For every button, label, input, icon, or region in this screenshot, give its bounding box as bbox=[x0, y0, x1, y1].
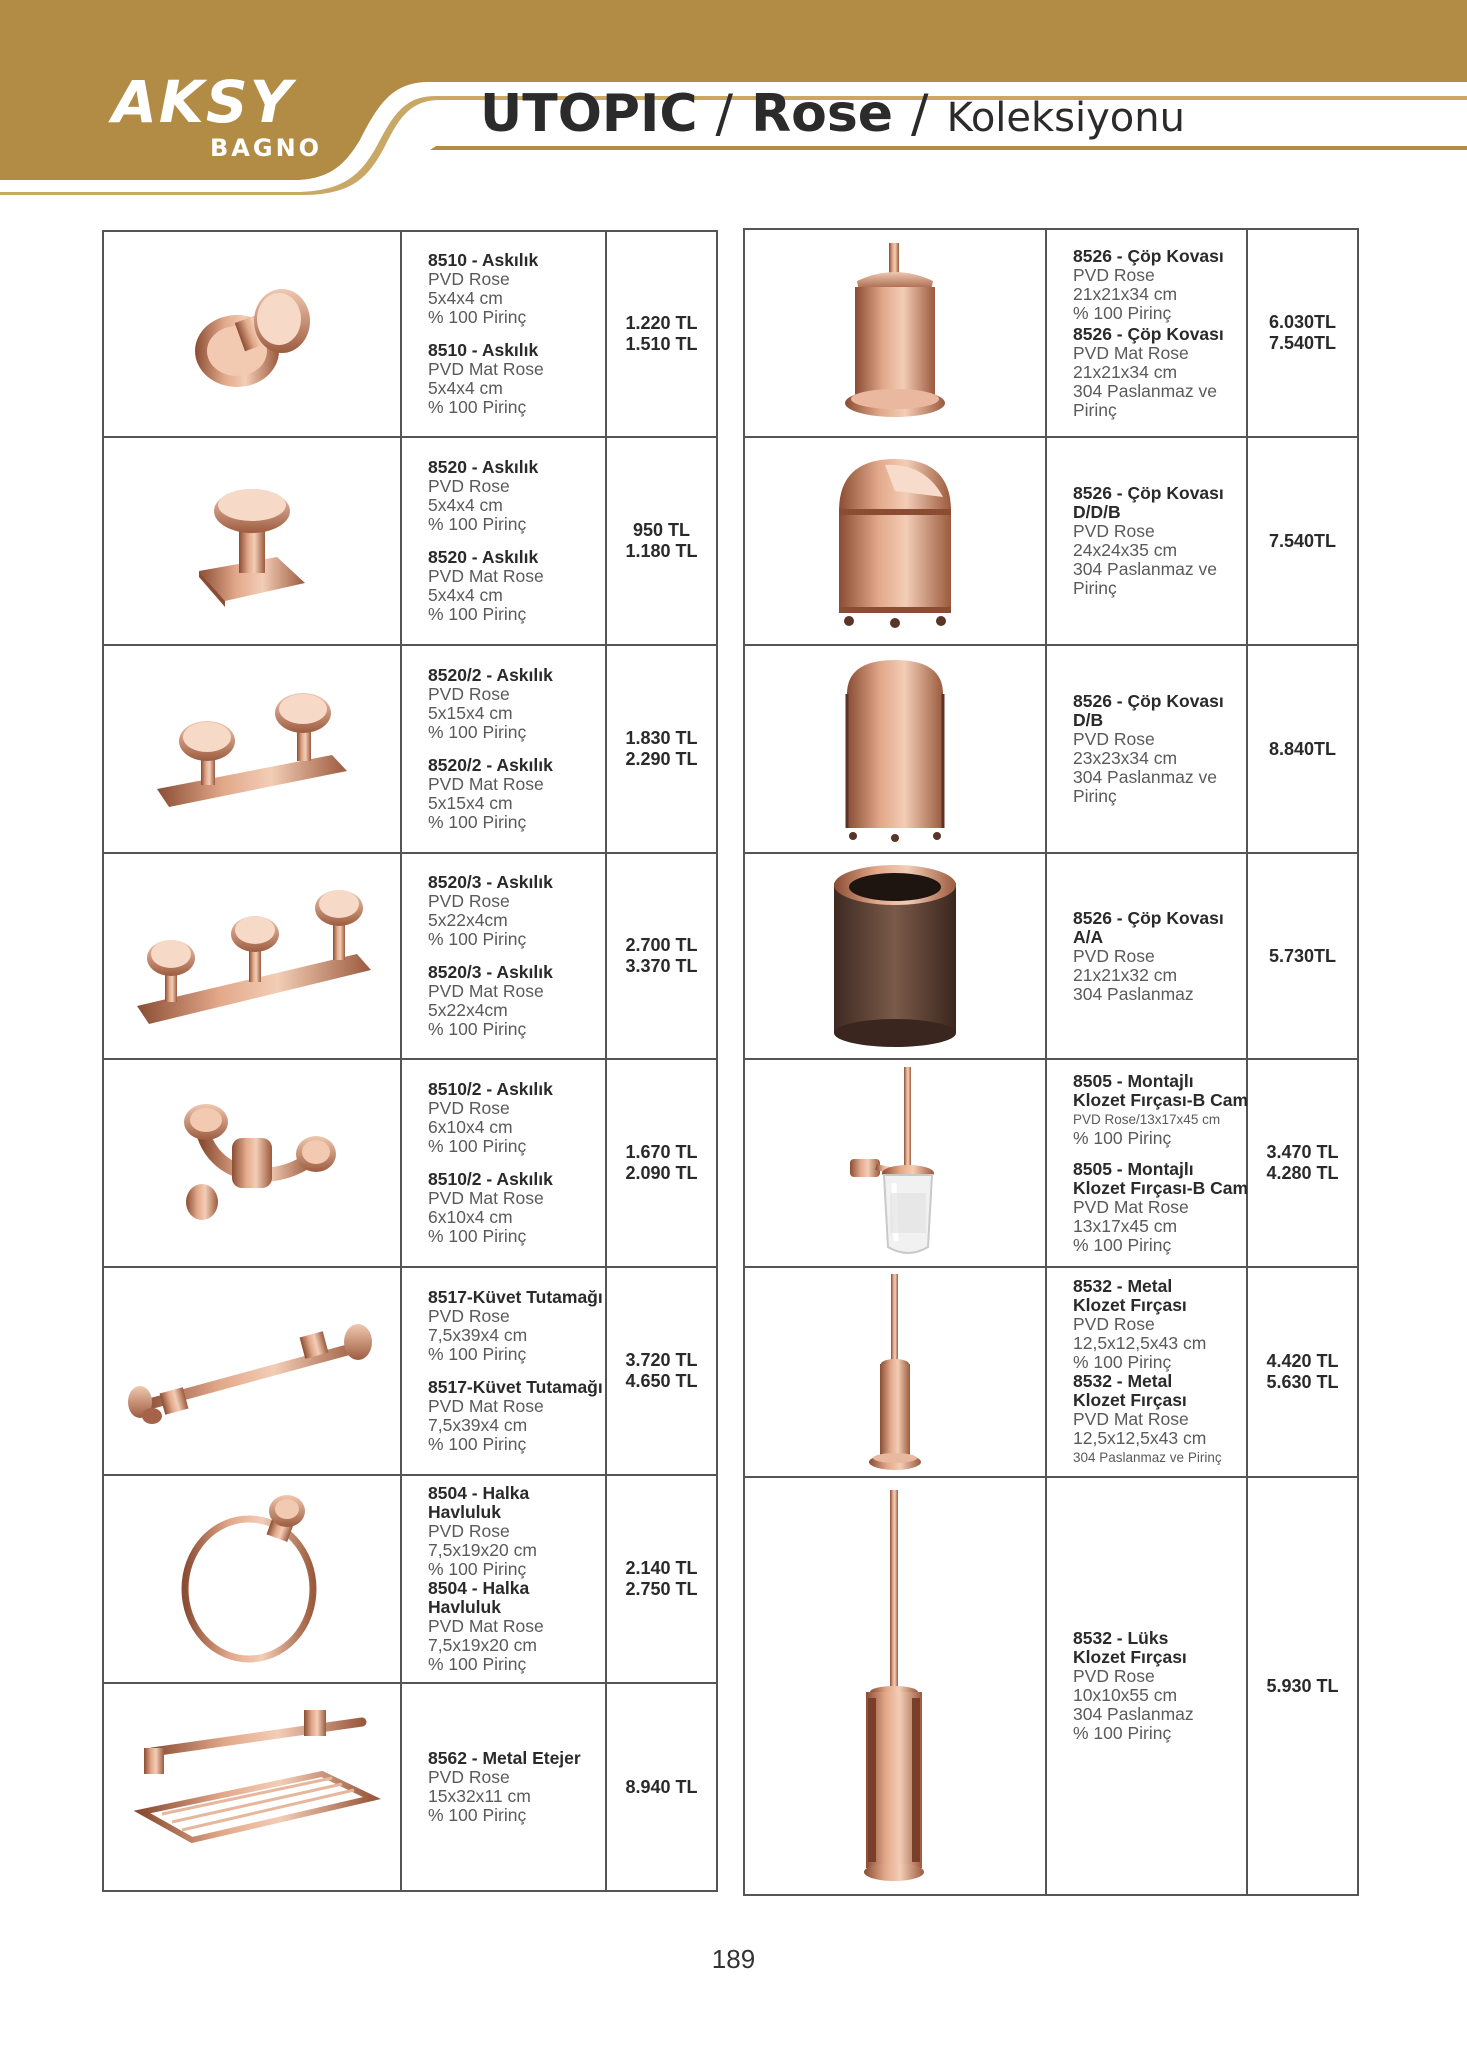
metal-toilet-brush-icon bbox=[860, 1272, 930, 1472]
variant bbox=[428, 341, 599, 417]
product-size: 7,5x19x20 cm bbox=[428, 1540, 537, 1560]
product-size: 5x4x4 cm bbox=[428, 378, 503, 398]
variant bbox=[428, 756, 599, 832]
page-number: 189 bbox=[711, 1944, 756, 1974]
dome-bin-icon bbox=[825, 451, 965, 631]
product-material: 304 Paslanmaz ve bbox=[1073, 767, 1217, 787]
product-image bbox=[103, 645, 401, 853]
variant bbox=[1073, 692, 1240, 806]
product-description bbox=[401, 645, 606, 853]
product-size: 5x15x4 cm bbox=[428, 793, 513, 813]
product-description bbox=[401, 1267, 606, 1475]
product-name: 8520 - Askılık bbox=[428, 457, 539, 477]
product-name-line2: D/B bbox=[1073, 710, 1104, 730]
product-name-line2: D/D/B bbox=[1073, 502, 1121, 522]
product-image bbox=[103, 437, 401, 645]
price: 3.370 TL bbox=[625, 956, 698, 976]
product-name: 8505 - Montajlı bbox=[1073, 1070, 1194, 1091]
product-material: 304 Paslanmaz bbox=[1073, 1704, 1194, 1724]
product-description bbox=[1046, 437, 1247, 645]
table-row bbox=[744, 1477, 1358, 1895]
price: 8.840TL bbox=[1268, 738, 1337, 759]
product-price bbox=[1247, 1267, 1358, 1477]
product-size: 5x15x4 cm bbox=[428, 703, 513, 723]
product-finish: PVD Mat Rose bbox=[1073, 342, 1189, 363]
product-name: 8504 - Halka bbox=[428, 1578, 530, 1598]
product-finish: PVD Rose bbox=[1073, 945, 1155, 966]
table-row bbox=[103, 1683, 717, 1891]
product-material: % 100 Pirinç bbox=[428, 1654, 527, 1674]
product-price bbox=[1247, 1477, 1358, 1895]
price: 1.510 TL bbox=[625, 334, 698, 354]
product-image bbox=[744, 1267, 1046, 1477]
product-size: 5x4x4 cm bbox=[428, 288, 503, 308]
product-name: 8520/2 - Askılık bbox=[428, 755, 553, 775]
product-material: 304 Paslanmaz ve Pirinç bbox=[1073, 1450, 1222, 1465]
table-row bbox=[103, 231, 717, 437]
product-finish: PVD Mat Rose bbox=[1073, 1409, 1189, 1429]
product-name: 8562 - Metal Etejer bbox=[428, 1748, 581, 1768]
product-size: 12,5x12,5x43 cm bbox=[1073, 1333, 1207, 1353]
table-row bbox=[103, 1059, 717, 1267]
product-material: % 100 Pirinç bbox=[1073, 302, 1172, 323]
product-size: 5x4x4 cm bbox=[428, 585, 503, 605]
product-price bbox=[606, 231, 717, 437]
product-size: 7,5x19x20 cm bbox=[428, 1635, 537, 1655]
product-price bbox=[606, 1059, 717, 1267]
product-material: % 100 Pirinç bbox=[428, 1136, 527, 1156]
product-finish: PVD Rose bbox=[1073, 521, 1155, 541]
price: 7.540TL bbox=[1268, 530, 1337, 551]
product-image bbox=[744, 1477, 1046, 1895]
product-image bbox=[103, 1059, 401, 1267]
product-price bbox=[1247, 1059, 1358, 1267]
product-size: 10x10x55 cm bbox=[1073, 1685, 1178, 1705]
product-material: % 100 Pirinç bbox=[428, 397, 527, 417]
price: 1.180 TL bbox=[625, 541, 698, 561]
towel-ring-icon bbox=[177, 1489, 327, 1669]
price: 2.140 TL bbox=[625, 1558, 698, 1578]
price: 4.420 TL bbox=[1266, 1351, 1339, 1371]
variant bbox=[428, 1080, 599, 1156]
product-name: 8517-Küvet Tutamağı bbox=[428, 1287, 603, 1307]
product-name: 8526 - Çöp Kovası bbox=[1073, 907, 1224, 928]
product-size: 23x23x34 cm bbox=[1073, 748, 1178, 768]
wall-toilet-brush-icon bbox=[840, 1063, 950, 1263]
product-price bbox=[606, 1267, 717, 1475]
product-material: % 100 Pirinç bbox=[1073, 1352, 1172, 1372]
product-material-line2: Pirinç bbox=[1073, 578, 1117, 598]
product-image bbox=[103, 1267, 401, 1475]
product-material: % 100 Pirinç bbox=[428, 307, 527, 327]
product-name-line2: A/A bbox=[1073, 926, 1104, 947]
product-material: 304 Paslanmaz ve bbox=[1073, 380, 1217, 401]
product-size: 15x32x11 cm bbox=[428, 1786, 531, 1806]
product-description bbox=[401, 1475, 606, 1683]
variant bbox=[428, 1579, 599, 1674]
product-finish: PVD Mat Rose bbox=[428, 1616, 544, 1636]
product-finish: PVD Rose bbox=[428, 1098, 510, 1118]
product-name: 8510 - Askılık bbox=[428, 250, 539, 270]
pedal-bin-icon bbox=[835, 243, 955, 423]
variant bbox=[1073, 484, 1240, 598]
product-material: % 100 Pirinç bbox=[428, 812, 527, 832]
table-row bbox=[744, 1059, 1358, 1267]
product-material: % 100 Pirinç bbox=[1073, 1127, 1172, 1148]
product-description bbox=[1046, 853, 1247, 1059]
product-size: 7,5x39x4 cm bbox=[428, 1325, 528, 1345]
product-name: 8520/2 - Askılık bbox=[428, 665, 553, 685]
product-name-line2: Havluluk bbox=[428, 1597, 501, 1617]
single-knob-hook-icon bbox=[177, 269, 327, 399]
product-material: % 100 Pirinç bbox=[428, 722, 527, 742]
product-finish: PVD Rose bbox=[428, 891, 510, 911]
product-name: 8526 - Çöp Kovası bbox=[1073, 323, 1224, 344]
product-price bbox=[606, 1683, 717, 1891]
product-size: 7,5x39x4 cm bbox=[428, 1415, 528, 1435]
product-material-line2: Pirinç bbox=[1073, 786, 1117, 806]
product-name: 8526 - Çöp Kovası bbox=[1073, 691, 1224, 711]
title-series: UTOPIC bbox=[480, 84, 698, 144]
product-image bbox=[744, 437, 1046, 645]
table-row bbox=[744, 645, 1358, 853]
product-finish: PVD Rose bbox=[1073, 729, 1155, 749]
table-row bbox=[103, 437, 717, 645]
variant bbox=[428, 458, 599, 534]
price: 2.750 TL bbox=[625, 1579, 698, 1599]
product-finish: PVD Mat Rose bbox=[428, 981, 544, 1001]
product-material-line2: % 100 Pirinç bbox=[1073, 1723, 1172, 1743]
page-title bbox=[480, 84, 1185, 144]
product-material-line2: Pirinç bbox=[1073, 399, 1117, 420]
product-price bbox=[1247, 229, 1358, 437]
product-finish-size: PVD Rose/13x17x45 cm bbox=[1073, 1111, 1221, 1127]
variant bbox=[428, 666, 599, 742]
product-name: 8510/2 - Askılık bbox=[428, 1079, 553, 1099]
triple-hook-rail-icon bbox=[127, 886, 377, 1026]
variant bbox=[1073, 1372, 1240, 1467]
square-base-hook-icon bbox=[187, 471, 317, 611]
product-price bbox=[1247, 853, 1358, 1059]
product-finish: PVD Mat Rose bbox=[428, 359, 544, 379]
price: 2.090 TL bbox=[625, 1163, 698, 1183]
product-size: 21x21x34 cm bbox=[1073, 283, 1178, 304]
product-name-line2: Klozet Fırçası bbox=[1073, 1295, 1187, 1315]
price: 4.650 TL bbox=[625, 1371, 698, 1391]
product-description bbox=[401, 1059, 606, 1267]
variant bbox=[428, 963, 599, 1039]
price: 1.220 TL bbox=[625, 313, 698, 333]
price: 7.540TL bbox=[1268, 333, 1337, 353]
product-description bbox=[1046, 229, 1247, 437]
product-finish: PVD Mat Rose bbox=[428, 1188, 544, 1208]
product-size: 13x17x45 cm bbox=[1073, 1215, 1178, 1236]
product-finish: PVD Rose bbox=[428, 1306, 510, 1326]
product-finish: PVD Mat Rose bbox=[428, 1396, 544, 1416]
product-finish: PVD Rose bbox=[428, 1521, 510, 1541]
product-name: 8520/3 - Askılık bbox=[428, 962, 553, 982]
price: 8.940 TL bbox=[625, 1776, 698, 1797]
product-name: 8504 - Halka bbox=[428, 1483, 530, 1503]
variant bbox=[1073, 1158, 1249, 1255]
product-material: % 100 Pirinç bbox=[428, 514, 527, 534]
product-size: 24x24x35 cm bbox=[1073, 540, 1178, 560]
table-row bbox=[103, 645, 717, 853]
variant bbox=[428, 251, 599, 327]
table-row bbox=[103, 853, 717, 1059]
product-finish: PVD Rose bbox=[428, 684, 510, 704]
product-description bbox=[401, 231, 606, 437]
product-name-line2: Klozet Fırçası-B Cam bbox=[1073, 1089, 1249, 1110]
title-collection: Koleksiyonu bbox=[946, 95, 1185, 141]
price: 6.030TL bbox=[1268, 312, 1337, 332]
product-image bbox=[103, 1475, 401, 1683]
variant bbox=[1073, 325, 1240, 420]
table-row bbox=[744, 1267, 1358, 1477]
product-name: 8510 - Askılık bbox=[428, 340, 539, 360]
luxury-toilet-brush-icon bbox=[840, 1486, 950, 1886]
variant bbox=[428, 1484, 599, 1579]
price: 5.930 TL bbox=[1266, 1675, 1339, 1696]
variant bbox=[428, 548, 599, 624]
variant bbox=[1073, 909, 1240, 1004]
product-size: 5x4x4 cm bbox=[428, 495, 503, 515]
product-finish: PVD Mat Rose bbox=[428, 566, 544, 586]
price: 1.670 TL bbox=[625, 1142, 698, 1162]
logo-subtitle: BAGNO bbox=[210, 134, 323, 162]
product-name-line2: Havluluk bbox=[428, 1502, 501, 1522]
product-size: 12,5x12,5x43 cm bbox=[1073, 1428, 1207, 1448]
product-name: 8505 - Montajlı bbox=[1073, 1158, 1194, 1179]
swing-lid-bin-icon bbox=[835, 654, 955, 844]
product-material: % 100 Pirinç bbox=[428, 1019, 527, 1039]
product-material: % 100 Pirinç bbox=[428, 1344, 527, 1364]
product-material: % 100 Pirinç bbox=[1073, 1234, 1172, 1255]
product-price bbox=[606, 853, 717, 1059]
product-material: % 100 Pirinç bbox=[428, 1805, 527, 1825]
product-name: 8510/2 - Askılık bbox=[428, 1169, 553, 1189]
price: 2.290 TL bbox=[625, 749, 698, 769]
product-finish: PVD Rose bbox=[1073, 264, 1155, 285]
product-material: % 100 Pirinç bbox=[428, 1434, 527, 1454]
product-finish: PVD Rose bbox=[428, 476, 510, 496]
product-description bbox=[1046, 645, 1247, 853]
product-price bbox=[606, 645, 717, 853]
table-row bbox=[744, 229, 1358, 437]
variant bbox=[428, 873, 599, 949]
product-finish: PVD Rose bbox=[428, 269, 510, 289]
product-image bbox=[103, 1683, 401, 1891]
product-name: 8532 - Lüks bbox=[1073, 1628, 1169, 1648]
aksy-bagno-logo bbox=[100, 68, 360, 168]
price: 1.830 TL bbox=[625, 728, 698, 748]
product-price bbox=[1247, 645, 1358, 853]
product-size: 21x21x32 cm bbox=[1073, 964, 1178, 985]
product-finish: PVD Mat Rose bbox=[1073, 1196, 1189, 1217]
product-image bbox=[744, 229, 1046, 437]
product-material: 304 Paslanmaz bbox=[1073, 983, 1194, 1004]
variant bbox=[428, 1287, 603, 1364]
product-size: 6x10x4 cm bbox=[428, 1207, 513, 1227]
product-image bbox=[744, 1059, 1046, 1267]
table-row bbox=[744, 853, 1358, 1059]
title-finish: Rose bbox=[751, 84, 894, 144]
double-hook-rail-icon bbox=[147, 679, 357, 819]
product-finish: PVD Rose bbox=[428, 1767, 510, 1787]
product-finish: PVD Rose bbox=[1073, 1666, 1155, 1686]
double-robe-hook-icon bbox=[162, 1098, 342, 1228]
product-material: % 100 Pirinç bbox=[428, 1559, 527, 1579]
product-image bbox=[744, 853, 1046, 1059]
variant bbox=[1073, 247, 1240, 323]
product-price bbox=[606, 437, 717, 645]
product-name-line2: Klozet Fırçası bbox=[1073, 1647, 1187, 1667]
table-row bbox=[103, 1267, 717, 1475]
product-image bbox=[744, 645, 1046, 853]
product-material: 304 Paslanmaz ve bbox=[1073, 559, 1217, 579]
right-product-table bbox=[743, 228, 1359, 1896]
title-separator-2: / bbox=[911, 84, 929, 144]
product-size: 6x10x4 cm bbox=[428, 1117, 513, 1137]
price: 3.470 TL bbox=[1266, 1142, 1339, 1162]
price: 3.720 TL bbox=[625, 1350, 698, 1370]
open-bin-icon bbox=[820, 861, 970, 1051]
table-row bbox=[103, 1475, 717, 1683]
product-description bbox=[401, 1683, 606, 1891]
variant bbox=[428, 1377, 603, 1454]
product-name: 8520/3 - Askılık bbox=[428, 872, 553, 892]
variant bbox=[1073, 1277, 1240, 1372]
product-name-line2: Klozet Fırçası bbox=[1073, 1390, 1187, 1410]
metal-shelf-icon bbox=[122, 1702, 382, 1872]
product-description bbox=[1046, 1477, 1247, 1895]
price: 4.280 TL bbox=[1266, 1163, 1339, 1183]
product-name: 8532 - Metal bbox=[1073, 1276, 1173, 1296]
product-size: 5x22x4cm bbox=[428, 1000, 508, 1020]
product-description bbox=[1046, 1267, 1247, 1477]
product-name-line2: Klozet Fırçası-B Cam bbox=[1073, 1177, 1249, 1198]
variant bbox=[428, 1749, 599, 1825]
product-price bbox=[606, 1475, 717, 1683]
product-size: 21x21x34 cm bbox=[1073, 361, 1178, 382]
bathtub-grab-bar-icon bbox=[122, 1316, 382, 1426]
product-name: 8532 - Metal bbox=[1073, 1371, 1173, 1391]
price: 2.700 TL bbox=[625, 935, 698, 955]
product-name: 8526 - Çöp Kovası bbox=[1073, 245, 1224, 266]
product-description bbox=[401, 437, 606, 645]
product-material: % 100 Pirinç bbox=[428, 604, 527, 624]
left-product-table bbox=[102, 230, 718, 1892]
product-finish: PVD Mat Rose bbox=[428, 774, 544, 794]
product-name: 8517-Küvet Tutamağı bbox=[428, 1377, 603, 1397]
variant bbox=[428, 1170, 599, 1246]
table-row bbox=[744, 437, 1358, 645]
product-size: 5x22x4cm bbox=[428, 910, 508, 930]
price: 5.730TL bbox=[1268, 945, 1337, 966]
product-image bbox=[103, 853, 401, 1059]
product-material: % 100 Pirinç bbox=[428, 1226, 527, 1246]
price: 5.630 TL bbox=[1266, 1372, 1339, 1392]
product-material: % 100 Pirinç bbox=[428, 929, 527, 949]
product-name: 8526 - Çöp Kovası bbox=[1073, 483, 1224, 503]
price: 950 TL bbox=[632, 520, 691, 540]
variant bbox=[1073, 1629, 1240, 1743]
product-image bbox=[103, 231, 401, 437]
product-description bbox=[401, 853, 606, 1059]
logo-wordmark: AKSY bbox=[112, 68, 294, 136]
product-description bbox=[1046, 1059, 1247, 1267]
title-separator-1: / bbox=[715, 84, 734, 144]
product-name: 8520 - Askılık bbox=[428, 547, 539, 567]
variant bbox=[1073, 1070, 1249, 1148]
product-finish: PVD Rose bbox=[1073, 1314, 1155, 1334]
product-price bbox=[1247, 437, 1358, 645]
